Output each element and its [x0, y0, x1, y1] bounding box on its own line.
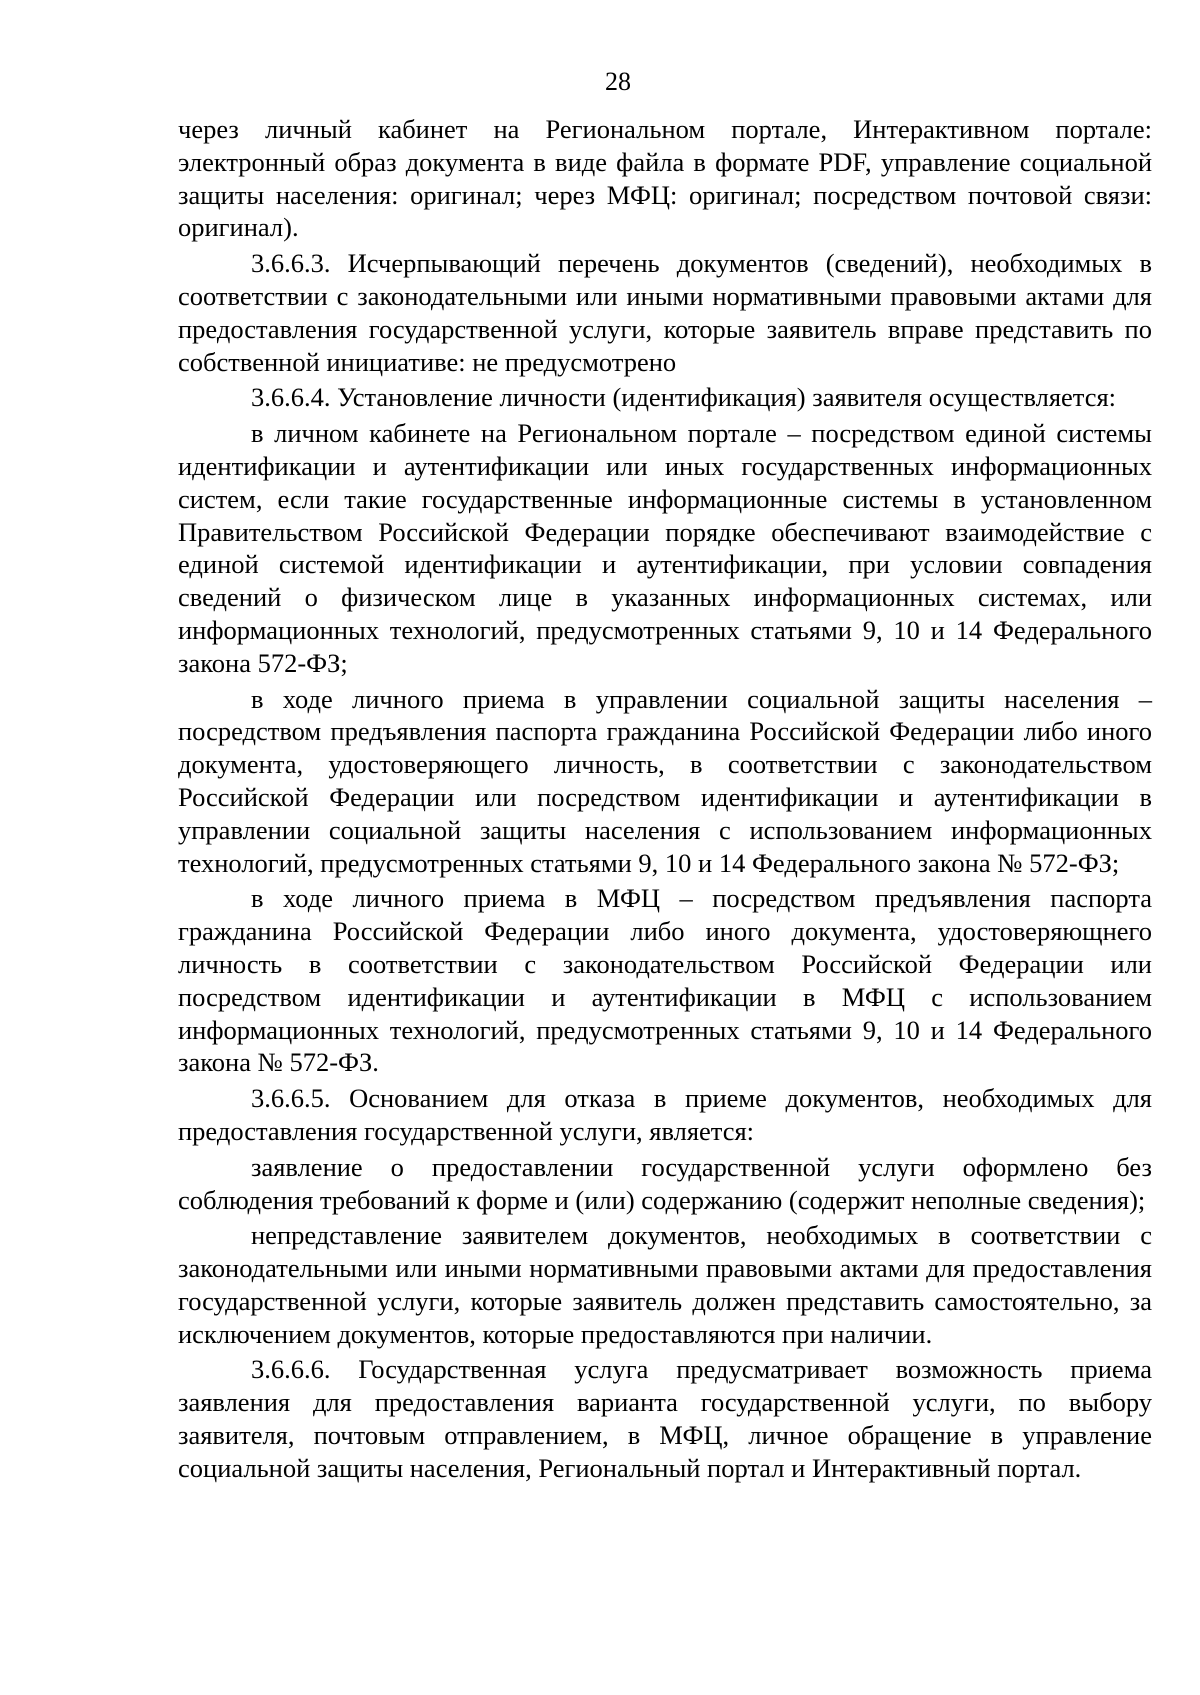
paragraph-identification-portal: в личном кабинете на Региональном портале – посредством единой системы идентификации и аутентификации или иных государственных информационных систем, если такие государственные информационные системы в установленном Правительством Российской Федерации порядке обеспечивают взаимодействие с единой системой идентификации и аутентификации, при условии совпадения сведений о физическом лице в указанных информационных системах, или информационных технологий, предусмотренных статьями 9, 10 и 14 Федерального закона 572-ФЗ;: [178, 418, 1152, 678]
paragraph-3-6-6-6: 3.6.6.6. Государственная услуга предусматривает возможность приема заявления для предоставления варианта государственной услуги, по выбору заявителя, почтовым отправлением, в МФЦ, личное обращение в управление социальной защиты населения, Региональный портал и Интерактивный портал.: [178, 1354, 1152, 1483]
paragraph-identification-mfc: в ходе личного приема в МФЦ – посредством предъявления паспорта гражданина Российской Федерации либо иного документа, удостоверяющнего личность в соответствии с законодательством Российской Федерации или посредством идентификации и аутентификации в МФЦ с использованием информационных технологий, предусмотренных статьями 9, 10 и 14 Федерального закона № 572-ФЗ.: [178, 883, 1152, 1078]
paragraph-3-6-6-5: 3.6.6.5. Основанием для отказа в приеме документов, необходимых для предоставления государственной услуги, является:: [178, 1083, 1152, 1146]
paragraph-3-6-6-4: 3.6.6.4. Установление личности (идентификация) заявителя осуществляется:: [251, 382, 1117, 413]
paragraph-continuation: через личный кабинет на Региональном портале, Интерактивном портале: электронный образ документа в виде файла в формате PDF, управление социальной защиты населения: оригинал; через МФЦ: оригинал; посредством почтовой связи: оригинал).: [178, 114, 1152, 243]
paragraph-refusal-documents: непредставление заявителем документов, необходимых в соответствии с законодательными или иными нормативными правовыми актами для предоставления государственной услуги, которые заявитель должен представить самостоятельно, за исключением документов, которые предоставляются при наличии.: [178, 1220, 1152, 1349]
page-number: 28: [605, 67, 631, 96]
document-body: [178, 113, 1152, 1485]
paragraph-refusal-form: заявление о предоставлении государственной услуги оформлено без соблюдения требований к форме и (или) содержанию (содержит неполные сведения);: [178, 1151, 1152, 1215]
paragraph-identification-social-protection: в ходе личного приема в управлении социальной защиты населения – посредством предъявления паспорта гражданина Российской Федерации либо иного документа, удостоверяющего личность, в соответствии с законодательством Российской Федерации или посредством идентификации и аутентификации в управлении социальной защиты населения с использованием информационных технологий, предусмотренных статьями 9, 10 и 14 Федерального закона № 572-ФЗ;: [178, 683, 1152, 878]
paragraph-3-6-6-3: 3.6.6.3. Исчерпывающий перечень документов (сведений), необходимых в соответствии с законодательными или иными нормативными правовыми актами для предоставления государственной услуги, которые заявитель вправе представить по собственной инициативе: не предусмотрено: [178, 248, 1152, 377]
